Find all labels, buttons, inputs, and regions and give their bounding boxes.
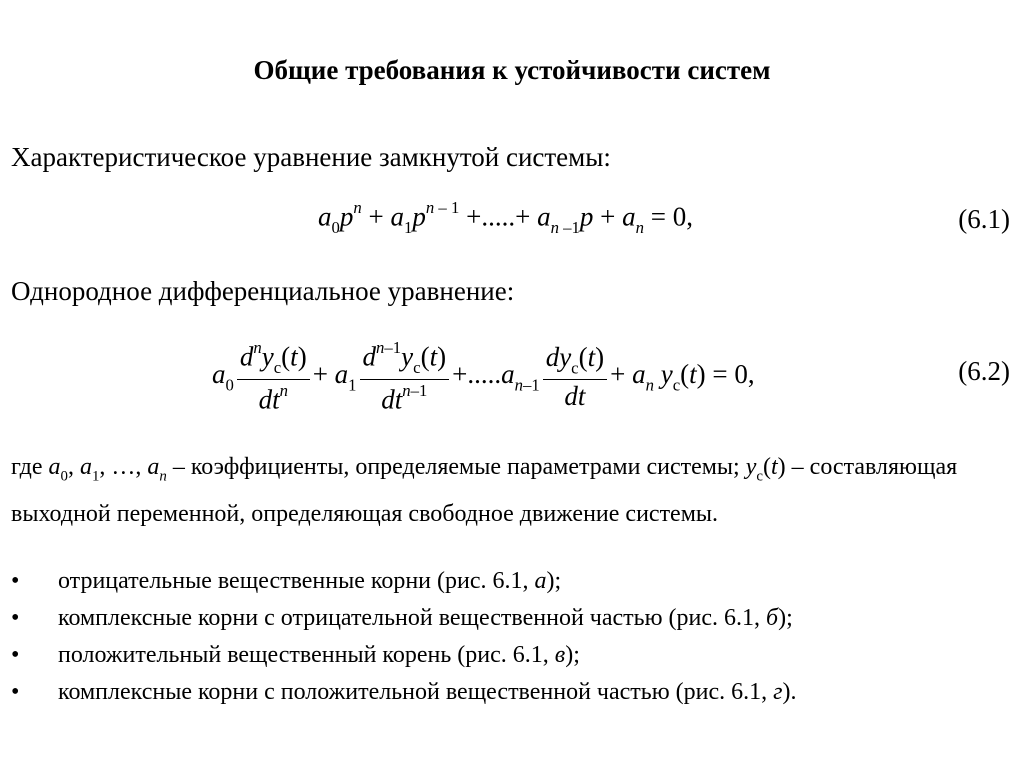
equation-6-1: $a_0p^n + a_1p^{n - 1}$ +.....+ $a_{n -1}p + a_n = 0$, <box>318 198 693 238</box>
list-item: • положительный вещественный корень (рис. 6.1, в); <box>11 642 580 668</box>
list-item: • отрицательные вещественные корни (рис. 6.1, а); <box>11 568 562 594</box>
list-item: • комплексные корни с отрицательной вещественной частью (рис. 6.1, б); <box>11 605 793 631</box>
equation-number-6-1: (6.1) <box>958 204 1010 234</box>
equation-6-2: $a_0$ $\frac{d^ny_с(t)}{dt^n}$ + $a_1$ $\frac{d^{n-1}y_с(t)}{dt^{n-1}}$ $+.....a_{n-1}$ $\frac{dy_с(t)}{dt}$ + $a_n$ $y_с(t) = 0$, <box>212 338 755 415</box>
equation-number-6-2: (6.2) <box>958 356 1010 386</box>
root-types-list <box>11 563 1021 711</box>
list-item: • комплексные корни с положительной вещественной частью (рис. 6.1, г). <box>11 679 797 705</box>
section-heading-differential-equation: Однородное дифференциальное уравнение: <box>11 276 515 306</box>
section-heading-characteristic-equation: Характеристическое уравнение замкнутой системы: <box>11 142 611 172</box>
page-title: Общие требования к устойчивости систем <box>253 55 771 85</box>
description-paragraph: где $a_0$, $a_1$, …, $a_n$ – коэффициенты, определяемые параметрами системы; $y_с(t)$ – составляющая выходной переменной, определяющая свободное движение системы. <box>11 454 958 527</box>
